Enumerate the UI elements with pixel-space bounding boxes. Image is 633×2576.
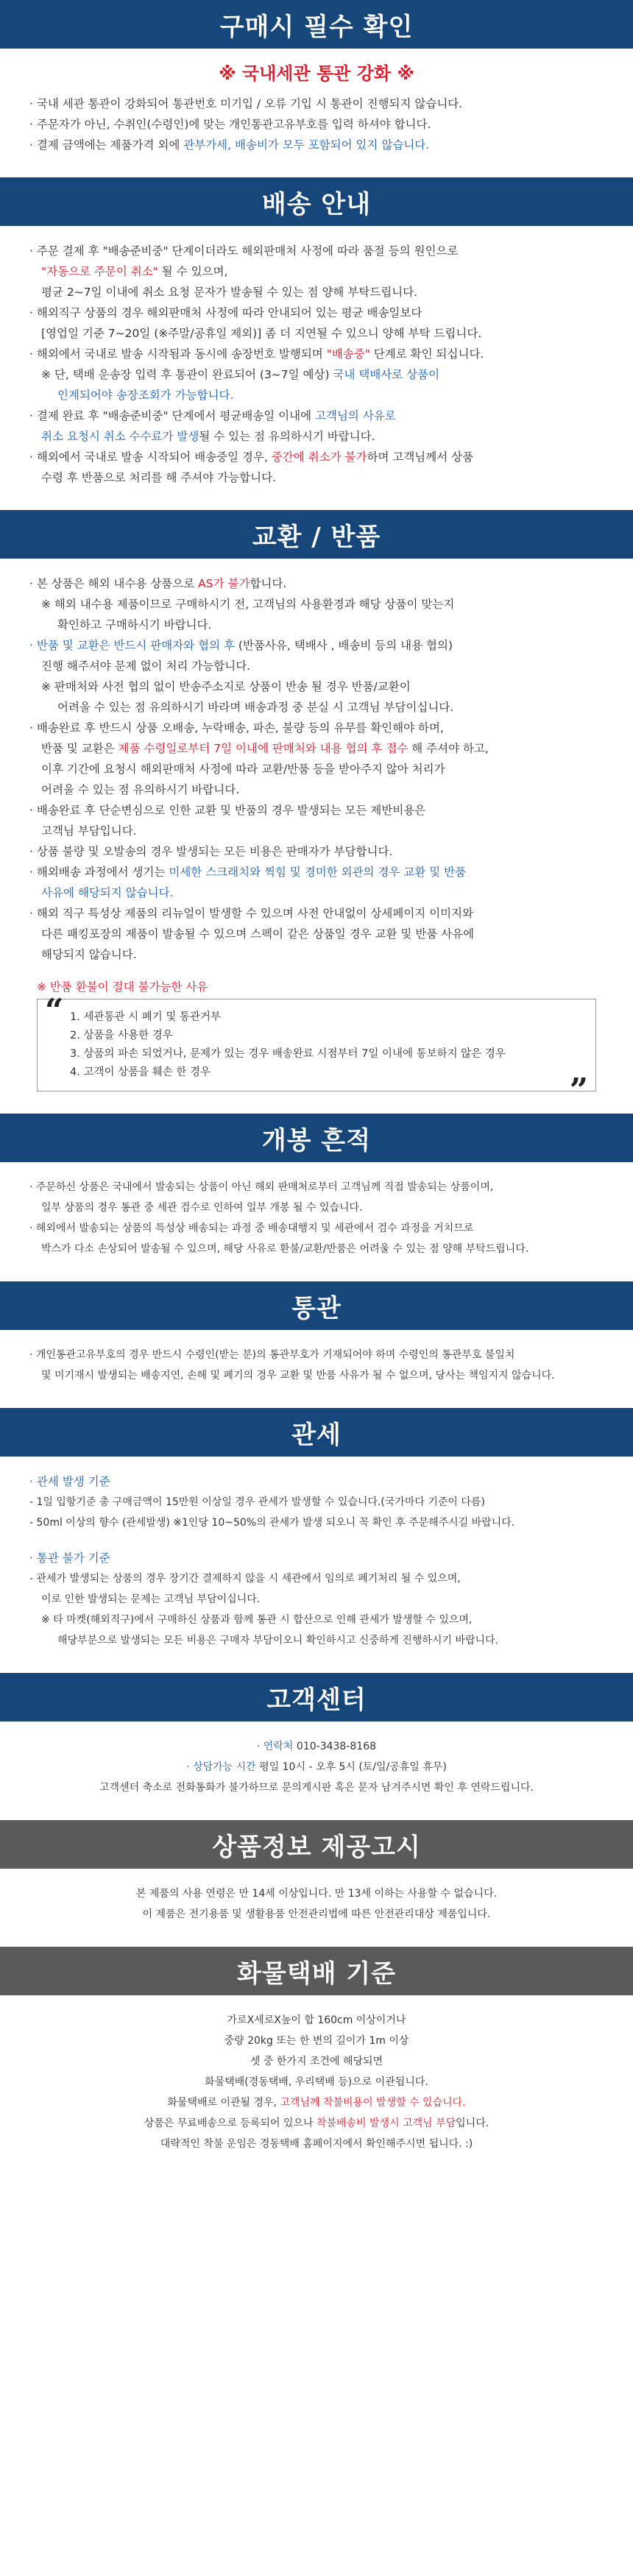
no-refund-reason: 3. 상품의 파손 되었거나, 문제가 있는 경우 배송완료 시점부터 7일 이내에 통보하지 않은 경우 [70,1048,506,1060]
freight-line: 화물택배(경동택배, 우리택배 등)으로 이관됩니다. [205,2076,428,2088]
product-info-line: 이 제품은 전기용품 및 생활용품 안전관리법에 따른 안전관리대상 제품입니다. [142,1908,491,1920]
shipping-line: 인계되어야 송장조회가 가능합니다. [57,389,234,402]
duty-line: 이로 인한 발생되는 문제는 고객님 부담이십니다. [41,1593,261,1605]
return-line: 해당되지 않습니다. [41,948,137,961]
customs-notice-subtitle: ※ 국내세관 통관 강화 ※ [219,63,414,84]
shipping-line: 평균 2~7일 이내에 취소 요청 문자가 발송될 수 있는 점 양해 부탁드립니다. [41,286,418,299]
product-info-line: 본 제품의 사용 연령은 만 14세 이상입니다. 만 13세 이하는 사용할 수 없습니다. [135,1888,498,1900]
return-line: 사유에 해당되지 않습니다. [41,886,174,899]
notice-line: · 국내 세관 통관이 강화되어 통관번호 미기입 / 오류 기입 시 통관이 진행되지 않습니다. [29,97,463,110]
return-line: ※ 판매처와 사전 협의 없이 반송주소지로 상품이 반송 될 경우 반품/교환이 [41,680,411,693]
contact-line: · 연락처 010-3438-8168 [256,1741,377,1752]
opening-line: 일부 상품의 경우 통관 중 세관 검수로 인하여 일부 개봉 될 수 있습니다. [41,1202,363,1214]
section-shipping [0,177,633,510]
contact-note: 고객센터 축소로 전화통화가 불가하므로 문의게시판 혹은 문자 남겨주시면 확인 후 연락드립니다. [99,1782,534,1794]
section-title-freight: 화물택배 기준 [0,1947,633,1995]
opening-line: · 주문하신 상품은 국내에서 발송되는 상품이 아닌 해외 판매처로부터 고객님께 직접 발송되는 상품이며, [29,1181,494,1193]
highlight-text: 관부가세, 배송비가 모두 포함되어 있지 않습니다. [183,138,430,152]
no-refund-label: ※ 반품 환불이 절대 불가능한 사유 [37,980,208,994]
section-customs [0,1281,633,1408]
shipping-line: · 해외에서 국내로 발송 시작됨과 동시에 송장번호 발행되며 "배송중" 단계로 확인 되십니다. [29,347,484,361]
return-line: 진행 해주셔야 문제 없이 처리 가능합니다. [41,659,251,673]
shipping-line: · 결제 완료 후 "배송준비중" 단계에서 평균배송일 이내에 고객님의 사유로 [29,409,396,422]
return-line: 고객님 부담입니다. [41,824,137,838]
duty-line: - 1일 입항기준 총 구매금액이 15만원 이상일 경우 관세가 발생할 수 있습니다.(국가마다 기준이 다름) [29,1496,485,1508]
open-quote-icon: “ [45,992,64,1030]
return-line: · 상품 불량 및 오발송의 경우 발생되는 모든 비용은 판매자가 부담합니다. [29,845,393,858]
section-purchase-check [0,0,633,177]
section-title-exchange-return: 교환 / 반품 [0,510,633,559]
return-line: · 배송완료 후 단순변심으로 인한 교환 및 반품의 경우 발생되는 모든 제반비용은 [29,804,426,817]
section-freight [0,1947,633,2176]
duty-line: ※ 타 마켓(해외직구)에서 구매하신 상품과 함께 통관 시 합산으로 인해 관세가 발생할 수 있으며, [41,1614,473,1626]
return-line: · 반품 및 교환은 반드시 판매자와 협의 후 (반품사유, 택배사 , 배송비 등의 내용 협의) [29,639,453,652]
freight-line: 화물택배로 이관될 경우, 고객님께 착불비용이 발생할 수 있습니다. [167,2097,466,2109]
section-title-product-info: 상품정보 제공고시 [0,1820,633,1869]
duty-group-title: · 통관 불가 기준 [29,1551,110,1565]
shipping-line: · 주문 결제 후 "배송준비중" 단계이더라도 해외판매처 사정에 따라 품절 등의 원인으로 [29,244,459,258]
no-refund-reason: 2. 상품을 사용한 경우 [70,1030,173,1041]
no-refund-reason: 4. 고객이 상품을 훼손 한 경우 [70,1066,211,1078]
return-line: 어려울 수 있는 점 유의하시기 바라며 배송과정 중 분실 시 고객님 부담이십니다. [57,701,454,714]
notice-line: · 주문자가 아닌, 수취인(수령인)에 맞는 개인통관고유부호를 입력 하셔야 합니다. [29,118,431,131]
duty-group-title: · 관세 발생 기준 [29,1475,110,1488]
shipping-line: 취소 요청시 취소 수수료가 발생될 수 있는 점 유의하시기 바랍니다. [41,430,375,443]
freight-line: 가로X세로X높이 합 160cm 이상이거나 [227,2014,406,2026]
return-line: 확인하고 구매하시기 바랍니다. [57,618,212,631]
section-title-customs: 통관 [0,1281,633,1330]
return-line: 반품 및 교환은 제품 수령일로부터 7일 이내에 판매처와 내용 협의 후 접수 해 주셔야 하고, [41,742,489,755]
opening-line: · 해외에서 발송되는 상품의 특성상 배송되는 과정 중 배송대행지 및 세관에서 검수 과정을 거치므로 [29,1222,474,1234]
section-product-info [0,1820,633,1947]
shipping-line: · 해외에서 국내로 발송 시작되어 배송중일 경우, 중간에 취소가 불가하며 고객님께서 상품 [29,450,474,464]
shipping-line: ※ 단, 택배 운송장 입력 후 통관이 완료되어 (3~7일 예상) 국내 택배사로 상품이 [41,368,440,381]
shipping-line: 수령 후 반품으로 처리를 해 주셔야 가능합니다. [41,471,276,484]
notice-line: · 결제 금액에는 제품가격 외에 관부가세, 배송비가 모두 포함되어 있지 않습니다. [29,138,430,152]
return-line: · 해외배송 과정에서 생기는 미세한 스크래치와 찍힘 및 경미한 외관의 경우 교환 및 반품 [29,866,467,879]
freight-line: 셋 중 한가지 조건에 해당되면 [250,2056,383,2067]
close-quote-icon: ” [569,1072,588,1109]
section-title-purchase-check: 구매시 필수 확인 [0,0,633,49]
freight-line: 중량 20kg 또는 한 변의 길이가 1m 이상 [224,2035,409,2047]
customs-line: 및 미기재시 발생되는 배송지연, 손해 및 폐기의 경우 교환 및 반품 사유가 될 수 없으며, 당사는 책임지지 않습니다. [41,1370,555,1381]
section-duty [0,1408,633,1673]
opening-line: 박스가 다소 손상되어 발송될 수 있으며, 해당 사유로 환불/교환/반품은 어려울 수 있는 점 양해 부탁드립니다. [41,1243,529,1255]
duty-line: 해당부분으로 발생되는 모든 비용은 구매자 부담이오니 확인하시고 신중하게 진행하시기 바랍니다. [57,1635,498,1646]
return-line: · 배송완료 후 반드시 상품 오배송, 누락배송, 파손, 불량 등의 유무를 확인해야 하며, [29,721,444,735]
return-line: 이후 기간에 요청시 해외판매처 사정에 따라 교환/반품 등을 받아주지 않아 처리가 [41,762,445,776]
section-title-customer-center: 고객센터 [0,1673,633,1722]
hours-line: · 상담가능 시간 평일 10시 - 오후 5시 (토/일/공휴일 휴무) [186,1761,447,1773]
shipping-line: "자동으로 주문이 취소" 될 수 있으며, [41,265,228,278]
return-line: ※ 해외 내수용 제품이므로 구매하시기 전, 고객님의 사용환경과 해당 상품이 맞는지 [41,598,455,611]
section-exchange-return [0,510,633,1114]
no-refund-reason: 1. 세관통관 시 폐기 및 통관거부 [70,1011,221,1023]
return-line: 다른 패킹포장의 제품이 발송될 수 있으며 스펙이 같은 상품일 경우 교환 및 반품 사유에 [41,927,475,941]
freight-line: 대략적인 착불 운임은 경동택배 홈페이지에서 확인해주시면 됩니다. :) [160,2138,473,2150]
return-line: · 해외 직구 특성상 제품의 리뉴얼이 발생할 수 있으며 사전 안내없이 상세페이지 이미지와 [29,907,474,920]
return-line: 어려울 수 있는 점 유의하시기 바랍니다. [41,783,240,796]
duty-line: - 관세가 발생되는 상품의 경우 장기간 결제하지 않을 시 세관에서 임의로 폐기처리 될 수 있으며, [29,1573,461,1585]
no-refund-box [37,992,596,1109]
return-line: · 본 상품은 해외 내수용 상품으로 AS가 불가합니다. [29,577,287,590]
section-title-duty: 관세 [0,1408,633,1457]
duty-line: - 50ml 이상의 향수 (관세발생) ※1인당 10~50%의 관세가 발생 되오니 꼭 확인 후 주문해주시길 바랍니다. [29,1517,515,1529]
shipping-line: · 해외직구 상품의 경우 해외판매처 사정에 따라 안내되어 있는 평균 배송일보다 [29,306,422,319]
section-title-opening-trace: 개봉 흔적 [0,1114,633,1162]
section-title-shipping: 배송 안내 [0,177,633,226]
customs-line: · 개인통관고유부호의 경우 반드시 수령인(받는 분)의 통관부호가 기재되어야 하며 수령인의 통관부호 불일치 [29,1349,515,1361]
shipping-line: [영업일 기준 7~20일 (※주말/공휴일 제외)] 좀 더 지연될 수 있으니 양해 부탁 드립니다. [41,327,482,340]
freight-line: 상품은 무료배송으로 등록되어 있으나 착불배송비 발생시 고객님 부담입니다. [144,2117,489,2129]
section-opening-trace [0,1114,633,1281]
section-customer-center [0,1673,633,1820]
